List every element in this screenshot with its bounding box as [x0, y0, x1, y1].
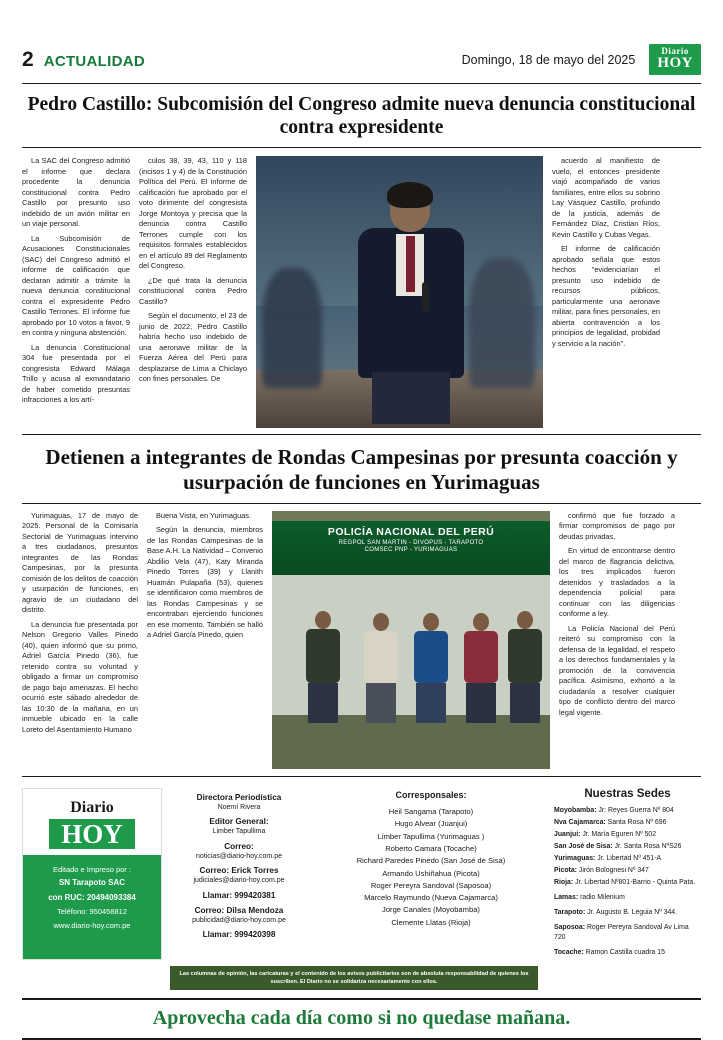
paragraph: confirmó que fue forzado a firmar compromisos de pago por deudas privadas. [559, 510, 675, 541]
police-officer-figure [306, 611, 340, 723]
figure-legs [466, 683, 496, 723]
correspondent-item: Heil Sangama (Tarapoto) [388, 807, 474, 817]
staff-phone: Llamar: 999420398 [202, 930, 276, 940]
paragraph: En virtud de encontrarse dentro del marco de flagrancia delictiva, los tres implicados fueron detenidos y trasladados a la dependencia policial para continuar con las diligencias conforme a ley. [559, 546, 675, 619]
figure-torso [364, 631, 398, 683]
figure-legs [366, 683, 396, 723]
masthead [22, 0, 701, 75]
footer-logo-line2: HOY [49, 819, 135, 849]
office-address: Jr. Santa Rosa NºS26 [614, 842, 682, 850]
footer-top-divider [22, 776, 701, 777]
staff-email[interactable]: noticias@diario-hoy.com.pe [196, 852, 282, 860]
office-row [554, 818, 701, 828]
header-logo-line2: HOY [657, 55, 693, 71]
publication-date: Domingo, 18 de mayo del 2025 [461, 52, 636, 67]
page-number: 2 [22, 47, 34, 71]
imprint-website[interactable]: www.diario-hoy.com.pe [53, 920, 131, 930]
photo-main-subject [352, 186, 470, 422]
office-row [554, 866, 701, 876]
office-address: Jr. Libertad Nº 451-A [597, 854, 662, 862]
office-city: Nva Cajamarca: [554, 818, 606, 826]
office-row [554, 854, 701, 864]
staff-email[interactable]: judiciales@diario-hoy.com.pe [193, 877, 285, 885]
figure-torso [464, 631, 498, 683]
article2 [22, 445, 701, 769]
article1-column-2 [139, 156, 247, 428]
detainee-figure [464, 613, 498, 723]
office-address: Jr: Reyes Guerra Nº 804 [598, 806, 674, 814]
paragraph: culos 38, 39, 43, 110 y 118 (incisos 1 y 4) de la Constitución Política del Perú. El informe de calificación fue aprobado por el voto dirimente del congresista Jorge Montoya y precisa que la denuncia contra Castillo Terrones cumple con los requisitos formales establecidos en el artículo 89 del Reglamento del Congreso. [139, 156, 247, 271]
police-banner-line3: COMSEC PNP - YURIMAGUAS [364, 546, 458, 553]
paragraph: Según el documento, el 23 de junio de 2022, Pedro Castillo habría hecho uso indebido de una aeronave militar de la Fuerza Aérea del Perú para desplazarse de Lima a Chiclayo con fines personales. De [139, 311, 247, 384]
office-city: Picota: [554, 866, 577, 874]
figure-head [423, 613, 439, 631]
figure-legs [308, 683, 338, 723]
correspondents-title: Corresponsales: [395, 789, 467, 800]
paragraph: Según la denuncia, miembros de las Rondas Campesinas de la Base A.H. La Natividad – Convenio Abdilio Vela (47), Katy Miranda Pinedo Torres (39) y Llanith Huamán Pulapaña (53), quienes se identificaron como miembros de las Rondas Campesinas y se encontraban ejerciendo funciones en ese momento. También se halló a Adriel García Pinedo, quien [147, 525, 263, 640]
offices-title: Nuestras Sedes [584, 787, 671, 800]
footer-logo-block [22, 788, 162, 960]
footer-logo-line1: Diario [70, 798, 114, 816]
office-city: Moyobamba: [554, 806, 597, 814]
office-city: Lamas: [554, 893, 579, 901]
article2-column-3 [559, 511, 675, 769]
paragraph: La SAC del Congreso admitió el informe que declara procedente la denuncia constitucional contra Pedro Castillo por presunto uso indebido de un avión militar en un viaje personal. [22, 156, 130, 229]
correspondent-item: Armando Ushiñahua (Picota) [382, 868, 480, 878]
section-name: ACTUALIDAD [43, 52, 146, 70]
article2-top-divider [22, 434, 701, 435]
detainee-figure [364, 613, 398, 723]
footer-correspondents [316, 788, 546, 960]
figure-head [473, 613, 489, 631]
article1-body [22, 156, 701, 428]
figure-legs [416, 683, 446, 723]
staff-role: Directora Periodística [196, 792, 282, 802]
correspondent-item: Roger Pereyra Sandoval (Saposoa) [370, 880, 492, 890]
figure-head [517, 611, 533, 629]
office-city: Rioja: [554, 878, 574, 886]
figure-torso [414, 631, 448, 683]
photo-blurred-figure [469, 258, 535, 388]
correspondent-item: Limber Tapullima (Yurimaguas ) [377, 831, 485, 841]
imprint-ruc: con RUC: 20494093384 [48, 892, 136, 902]
figure-legs [510, 683, 540, 723]
paragraph: El informe de calificación aprobado señala que estos hechos "evidenciarían el presunto uso indebido de recursos públicos, particularmente una aeronave militar, para fines personales, en abierta contravención a los principios de legalidad, probidad y servicio a la nación". [552, 244, 660, 348]
paragraph: La denuncia Constitucional 304 fue presentada por el congresista Edward Málaga Trillo y acusa al exmandatario de haber cometido presuntas infracciones a los artí- [22, 342, 130, 405]
detainee-figure [414, 613, 448, 723]
paragraph: acuerdo al manifiesto de vuelo, el entonces presidente viajó acompañado de varios familiares, entre ellos su sobrino Lay Vásquez Castillo, profundo de la justicia, además de Fernández Díaz, Cristian Ríos, Kevin Castillo y Cubas Vegas. [552, 156, 660, 239]
footer [22, 788, 701, 960]
subject-legs [372, 372, 450, 424]
paragraph: La Subcomisión de Acusaciones Constitucionales (SAC) del Congreso admitió el informe de calificación que declaran admitir a trámite la nueva denuncia constitucional contra el expresidente Pedro Castillo Terrones. El informe fue aprobado por 10 votos a favor, 9 en contra y ninguna abstención. [22, 233, 130, 338]
office-row [554, 830, 701, 840]
correspondent-item: Marcelo Raymundo (Nueva Cajamarca) [364, 893, 498, 903]
imprint-company: SN Tarapoto SAC [58, 878, 126, 888]
paragraph: Buena Vista, en Yurimaguas. [156, 510, 252, 520]
staff-role: Correo: Erick Torres [199, 866, 279, 876]
office-city: Juanjui: [554, 830, 581, 838]
office-city: San José de Sisa: [554, 842, 613, 850]
article1-column-3 [552, 156, 660, 428]
slogan-text: Aprovecha cada día como si no quedase mañana. [152, 1006, 571, 1029]
article1-photo [256, 156, 543, 428]
correspondent-item: Roberto Camara (Tocache) [385, 844, 477, 853]
office-address: radio Milenium [580, 893, 625, 901]
office-row [554, 842, 701, 852]
correspondent-item: Hugo Alvear (Juanjui) [394, 819, 468, 829]
police-banner-line1: POLICÍA NACIONAL DEL PERÚ [327, 525, 495, 538]
office-city: Yurimaguas: [554, 854, 596, 862]
paragraph: La denuncia fue presentada por Nelson Gregorio Valles Pinedo (40), quien informó que su primo, Adriel García Pinedo (36), fue retenido contra su voluntad y obligado a firmar un compromiso de pago bajo amenazas. El hecho ocurrió este sábado alrededor de las 10:30 de la mañana, en un inmueble ubicado en la calle Loreto del Asentamiento Humano [22, 619, 138, 734]
microphone-icon [422, 282, 429, 312]
subject-tie [406, 236, 415, 292]
footer-imprint [23, 855, 161, 959]
legal-disclaimer: Las columnas de opinión, las caricaturas y el contenido de los avisos publicitarios son de absoluta responsabilidad de quienes los suscriben. El Diario no se solidariza necesariamente con ellos. [170, 966, 538, 990]
office-row [554, 908, 701, 918]
office-row [554, 893, 701, 903]
correspondent-item: Jorge Canales (Moyobamba) [382, 905, 480, 915]
police-officer-figure [508, 611, 542, 723]
subject-hair [387, 182, 433, 208]
correspondent-item: Richard Paredes Pinedo (San José de Sisa) [356, 856, 506, 866]
article2-column-2 [147, 511, 263, 769]
office-address: Ramon Castilla cuadra 15 [585, 948, 665, 956]
header-divider [22, 83, 701, 84]
police-banner-line2: REGPOL SAN MARTIN - DIVOPUS - TARAPOTO [338, 539, 484, 546]
article1-column-1 [22, 156, 130, 428]
paragraph: La Policía Nacional del Perú reiteró su compromiso con la defensa de la legalidad, el respeto a los derechos fundamentales y la promoción de la convivencia pacífica. Asimismo, exhortó a la ciudadanía a resolver cualquier tipo de conflicto dentro del marco legal vigente. [559, 623, 675, 717]
office-address: Jr. Augusto B. Leguia Nº 344. [587, 908, 678, 916]
office-address: Santa Rosa Nº 696 [607, 818, 667, 826]
staff-name: Noemí Rivera [217, 803, 261, 811]
office-city: Saposoa: [554, 923, 586, 931]
header-logo [649, 44, 701, 75]
masthead-left [22, 48, 145, 72]
office-address: Jr. María Eguren Nº 502 [582, 830, 657, 838]
paragraph: Yurimaguas, 17 de mayo de 2025. Personal de la Comisaría Sectorial de Yurimaguas intervino a tres ciudadanos, presuntos integrantes de las Rondas Campesinas, por la presunta comisión de los delitos de coacción y usurpación de funciones, en agravio de un ciudadano del distrito. [22, 510, 138, 615]
office-city: Tarapoto: [554, 908, 586, 916]
figure-head [373, 613, 389, 631]
correspondent-item: Clemente Llatas (Rioja) [391, 917, 471, 927]
office-row [554, 923, 701, 943]
article1-headline: Pedro Castillo: Subcomisión del Congreso admite nueva denuncia constitucional contra expresidente [27, 94, 696, 138]
figure-torso [508, 629, 542, 683]
staff-email[interactable]: publicidad@diario-hoy.com.pe [192, 916, 286, 924]
figure-torso [306, 629, 340, 683]
staff-role: Editor General: [209, 817, 269, 827]
staff-role: Correo: [224, 841, 254, 851]
slogan-banner [22, 998, 701, 1040]
figure-head [315, 611, 331, 629]
office-row [554, 948, 701, 958]
office-city: Tocache: [554, 948, 584, 956]
header-logo-line1: Diario [661, 46, 689, 56]
photo-blurred-figure [262, 268, 322, 388]
footer-offices [554, 788, 701, 960]
article2-column-1 [22, 511, 138, 769]
office-row [554, 878, 701, 888]
photo-ground [272, 715, 550, 769]
paragraph: ¿De qué trata la denuncia constitucional contra Pedro Castillo? [139, 275, 247, 306]
article2-headline: Detienen a integrantes de Rondas Campesinas por presunta coacción y usurpación de funciones en Yurimaguas [45, 445, 678, 494]
imprint-phone: Teléfono: 950458812 [56, 907, 128, 917]
staff-role: Correo: Dilsa Mendoza [194, 905, 284, 915]
office-row [554, 806, 701, 816]
staff-name: Limber Tapullima [212, 828, 266, 836]
imprint-label: Editado e Impreso por : [53, 864, 131, 874]
office-address: Jirón Bolognesi Nº 347 [578, 866, 649, 874]
office-address: Roger Pereyra Sandoval Av Lima 720 [554, 923, 689, 941]
police-banner [272, 521, 550, 575]
article1-divider [22, 147, 701, 148]
staff-phone: Llamar: 999420381 [202, 890, 276, 900]
footer-logo [23, 789, 161, 855]
office-address: Jr. Libertad Nº801-Barrio - Quinta Pata. [575, 878, 696, 886]
article2-body [22, 511, 701, 769]
article2-photo [272, 511, 550, 769]
footer-staff [170, 788, 308, 960]
article2-divider [22, 503, 701, 504]
